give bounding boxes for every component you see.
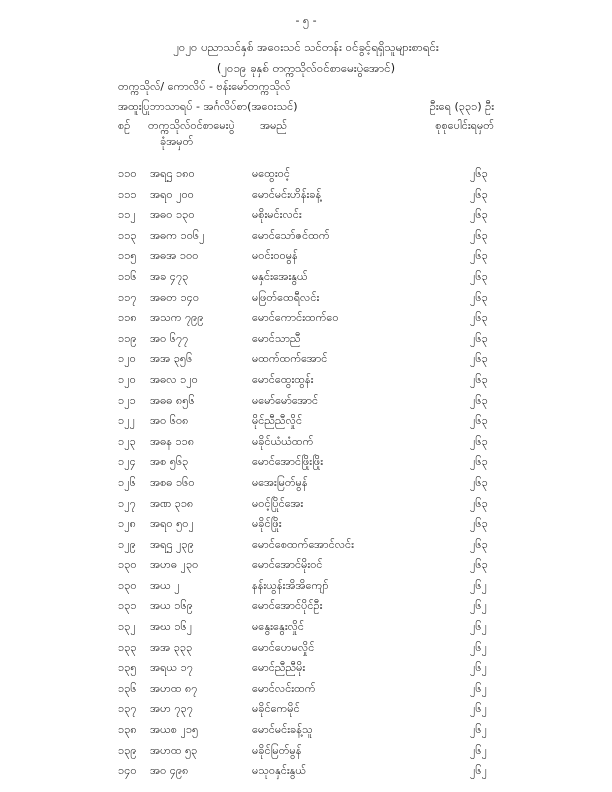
table-row bbox=[0, 332, 612, 353]
row-number: ၁၁၅ bbox=[118, 249, 137, 263]
table-row bbox=[0, 497, 612, 518]
row-number: ၁၁၃ bbox=[118, 228, 137, 242]
row-number: ၁၁၈ bbox=[118, 311, 137, 325]
total-marks: ၂၆၃ bbox=[470, 434, 488, 448]
total-marks: ၂၆၃ bbox=[470, 517, 488, 531]
candidate-name: မောင်အောင်ဖြိုးဖြိုး bbox=[252, 455, 323, 469]
candidate-name: မခိုင်ယံယံထက် bbox=[252, 434, 314, 448]
table-row bbox=[0, 517, 612, 538]
row-number: ၁၂၄ bbox=[118, 455, 136, 469]
candidate-count: ဦးရေ (၃၃၁) ဦး bbox=[429, 100, 494, 113]
roll-number: အဟထ ၈၇ bbox=[150, 681, 198, 695]
candidate-name: နန်းယွန်းအိအိကျော် bbox=[252, 578, 329, 592]
row-number: ၁၃၀ bbox=[118, 558, 137, 572]
department-line: အထူးပြုဘာသာရပ် - အင်္ဂလိပ်စာ(အဝေးသင်) bbox=[118, 100, 298, 113]
candidate-name: မဝင်း၀၀မွန် bbox=[252, 249, 298, 263]
candidate-name: မိုင်ညီညီလှိုင် bbox=[252, 414, 303, 428]
row-number: ၁၁၆ bbox=[118, 269, 137, 283]
row-number: ၁၃၃ bbox=[118, 640, 137, 654]
roll-number: အဓတ ၁၄၀ bbox=[150, 290, 200, 304]
table-row bbox=[0, 744, 612, 765]
row-number: ၁၁၀ bbox=[118, 167, 137, 180]
roll-number: အဝ ၆၀၈ bbox=[150, 414, 189, 428]
total-marks: ၂၆၃ bbox=[470, 558, 488, 572]
row-number: ၁၂၆ bbox=[118, 475, 136, 489]
total-marks: ၂၆၂ bbox=[470, 723, 487, 737]
roll-number: အဓဓ ၈၅၆ bbox=[150, 393, 195, 407]
roll-number: အဟ ၇၃၇ bbox=[150, 702, 193, 716]
candidate-name: မောင်ကောင်းထက်ဝေ bbox=[252, 311, 339, 325]
table-row bbox=[0, 394, 612, 415]
row-number: ၁၃၇ bbox=[118, 702, 137, 716]
table-row bbox=[0, 538, 612, 559]
total-marks: ၂၆၃ bbox=[470, 228, 488, 242]
candidate-name: မောင်စေထက်အောင်လင်း bbox=[252, 537, 354, 551]
candidate-name: မအေးမြတ်မွန် bbox=[252, 475, 308, 489]
total-marks: ၂၆၃ bbox=[470, 249, 488, 263]
roll-number: အဝ ၄၉၈ bbox=[150, 764, 189, 778]
row-number: ၁၃၈ bbox=[118, 723, 137, 737]
roll-number: အရဝ ၅၀၂ bbox=[150, 517, 194, 531]
row-number: ၁၁၇ bbox=[118, 290, 137, 304]
total-marks: ၂၆၃ bbox=[470, 455, 488, 469]
candidate-name: မောင်မင်းဟိန်းခန့် bbox=[252, 187, 322, 201]
document-subtitle: (၂၀၁၉ ခုနှစ် တက္ကသိုလ်ဝင်စာမေးပွဲအောင်) bbox=[216, 61, 396, 75]
total-marks: ၂၆၃ bbox=[470, 372, 488, 386]
row-number: ၁၁၂ bbox=[118, 208, 136, 222]
candidate-name: မောင်ထွေးထွန်း bbox=[252, 372, 314, 386]
table-row bbox=[0, 764, 612, 785]
row-number: ၁၂၇ bbox=[118, 496, 136, 510]
table-row bbox=[0, 723, 612, 744]
row-number: ၁၄၀ bbox=[118, 764, 137, 778]
row-number: ၁၃၉ bbox=[118, 743, 137, 757]
total-marks: ၂၆၂ bbox=[470, 702, 487, 716]
table-row bbox=[0, 682, 612, 703]
candidate-name: မခိုင်မြတ်မွန် bbox=[252, 743, 302, 757]
table-row bbox=[0, 373, 612, 394]
row-number: ၁၂၀ bbox=[118, 372, 136, 386]
table-row bbox=[0, 229, 612, 250]
candidate-name: မသုဝနှင်းနွယ် bbox=[252, 764, 307, 778]
row-number: ၁၂၉ bbox=[118, 537, 136, 551]
table-row bbox=[0, 579, 612, 600]
table-row bbox=[0, 188, 612, 209]
total-marks: ၂၆၃ bbox=[470, 414, 488, 428]
row-number: ၁၃၁ bbox=[118, 599, 137, 613]
table-row bbox=[0, 702, 612, 723]
results-list bbox=[0, 167, 612, 785]
candidate-name: မခိုင်ဖြိုး bbox=[252, 517, 282, 531]
column-header-roll: ခုံအမှတ် bbox=[160, 135, 194, 148]
total-marks: ၂၆၃ bbox=[470, 331, 488, 345]
column-header-no: စဉ် bbox=[118, 119, 131, 132]
candidate-name: မောင်လင်းထက် bbox=[252, 681, 316, 695]
total-marks: ၂၆၃ bbox=[470, 475, 488, 489]
total-marks: ၂၆၃ bbox=[470, 537, 488, 551]
total-marks: ၂၆၃ bbox=[470, 208, 488, 222]
university-line: တက္ကသိုလ်/ ကောလိပ် - ဗန်းမော်တက္ကသိုလ် bbox=[118, 80, 291, 93]
row-number: ၁၁၉ bbox=[118, 331, 137, 345]
candidate-name: မောင်အောင်မိုးဝင် bbox=[252, 558, 323, 572]
candidate-name: မထက်ထက်အောင် bbox=[252, 352, 328, 366]
roll-number: အရဌ ၂၃၉ bbox=[150, 537, 194, 551]
total-marks: ၂၆၂ bbox=[470, 599, 487, 613]
table-row bbox=[0, 167, 612, 188]
row-number: ၁၃၀ bbox=[118, 578, 137, 592]
row-number: ၁၃၅ bbox=[118, 661, 137, 675]
table-row bbox=[0, 620, 612, 641]
roll-number: အဓန ၁၁၈ bbox=[150, 434, 195, 448]
total-marks: ၂၆၃ bbox=[470, 496, 488, 510]
row-number: ၁၃၆ bbox=[118, 681, 137, 695]
candidate-name: မစိုးမင်းလင်း bbox=[252, 208, 302, 222]
roll-number: အဝ ၆၇၇ bbox=[150, 331, 189, 345]
roll-number: အစ ၅၆၃ bbox=[150, 455, 189, 469]
page-number: - ၅ - bbox=[295, 14, 317, 27]
column-header-name: အမည် bbox=[260, 119, 288, 132]
total-marks: ၂၆၂ bbox=[470, 681, 487, 695]
candidate-name: မထွေးဝင့် bbox=[252, 167, 290, 180]
table-row bbox=[0, 249, 612, 270]
total-marks: ၂၆၃ bbox=[470, 290, 488, 304]
total-marks: ၂၆၂ bbox=[470, 578, 487, 592]
total-marks: ၂၆၂ bbox=[470, 661, 487, 675]
candidate-name: မောင်အောင်ပိုင်ဦး bbox=[252, 599, 323, 613]
total-marks: ၂၆၃ bbox=[470, 393, 488, 407]
row-number: ၁၁၁ bbox=[118, 187, 137, 201]
roll-number: အဟထ ၅၃ bbox=[150, 743, 198, 757]
candidate-name: မနွေးနွေးလှိုင် bbox=[252, 620, 305, 634]
roll-number: အဓအ ၁၀၀ bbox=[150, 249, 199, 263]
candidate-name: မနှင်းအေးနွယ် bbox=[252, 269, 308, 283]
roll-number: အဓ၀ ၁၃၀ bbox=[150, 208, 195, 222]
roll-number: အယ ၂ bbox=[150, 578, 180, 592]
table-row bbox=[0, 455, 612, 476]
table-row bbox=[0, 641, 612, 662]
document-title: ၂၀၂၀ ပညာသင်နှစ် အဝေးသင် သင်တန်း ဝင်ခွင့်ရရှိသူများစာရင်း bbox=[173, 40, 439, 54]
column-header-exam: တက္ကသိုလ်ဝင်စာမေးပွဲ bbox=[148, 119, 235, 132]
roll-number: အဓက ၁၀၆၂ bbox=[150, 228, 205, 242]
candidate-name: မောင်သာညီ bbox=[252, 331, 301, 345]
total-marks: ၂၆၃ bbox=[470, 311, 488, 325]
total-marks: ၂၆၃ bbox=[470, 269, 488, 283]
candidate-name: မောင်မင်းခန့်သူ bbox=[252, 723, 313, 737]
table-row bbox=[0, 270, 612, 291]
roll-number: အရယ ၁၇ bbox=[150, 661, 193, 675]
candidate-name: မဖြတ်ထေရီလင်း bbox=[252, 290, 320, 304]
candidate-name: မမော်မော်အောင် bbox=[252, 393, 319, 407]
candidate-name: မောင်ဟေမလှိုင် bbox=[252, 640, 315, 654]
row-number: ၁၃၂ bbox=[118, 620, 136, 634]
roll-number: အအ ၃၃၃ bbox=[150, 640, 193, 654]
roll-number: အခ ၄၇၃ bbox=[150, 269, 189, 283]
column-header-marks: စုစုပေါင်းရမှတ် bbox=[435, 119, 494, 132]
candidate-name: မောင်ညီညီမိုး bbox=[252, 661, 306, 675]
table-row bbox=[0, 352, 612, 373]
total-marks: ၂၆၂ bbox=[470, 640, 487, 654]
table-row bbox=[0, 414, 612, 435]
total-marks: ၂၆၂ bbox=[470, 743, 487, 757]
roll-number: အယစ ၂၁၅ bbox=[150, 723, 199, 737]
total-marks: ၂၆၂ bbox=[470, 620, 487, 634]
roll-number: အသက ၇၉၉ bbox=[150, 311, 204, 325]
total-marks: ၂၆၃ bbox=[470, 352, 488, 366]
roll-number: အယ ၁၆၉ bbox=[150, 599, 193, 613]
candidate-name: မဝင့်ပြိုင်အေး bbox=[252, 496, 304, 510]
row-number: ၁၂၈ bbox=[118, 517, 136, 531]
table-row bbox=[0, 599, 612, 620]
roll-number: အစဓ ၁၆၀ bbox=[150, 475, 195, 489]
table-row bbox=[0, 476, 612, 497]
total-marks: ၂၆၂ bbox=[470, 764, 487, 778]
table-row bbox=[0, 208, 612, 229]
roll-number: အဟဓ ၂၃၀ bbox=[150, 558, 199, 572]
row-number: ၁၂၃ bbox=[118, 434, 136, 448]
row-number: ၁၂၀ bbox=[118, 352, 136, 366]
roll-number: အဏ ၃၁၈ bbox=[150, 496, 194, 510]
total-marks: ၂၆၃ bbox=[470, 167, 488, 180]
row-number: ၁၂၂ bbox=[118, 414, 135, 428]
row-number: ၁၂၁ bbox=[118, 393, 136, 407]
roll-number: အရဝ ၂၀၀ bbox=[150, 187, 194, 201]
roll-number: အအ ၃၅၆ bbox=[150, 352, 193, 366]
table-row bbox=[0, 558, 612, 579]
table-row bbox=[0, 661, 612, 682]
candidate-name: မောင်သော်ဇင်ထက် bbox=[252, 228, 330, 242]
total-marks: ၂၆၃ bbox=[470, 187, 488, 201]
table-row bbox=[0, 291, 612, 312]
roll-number: အရဌ ၁၈၀ bbox=[150, 167, 195, 180]
roll-number: အဓလ ၁၂၀ bbox=[150, 372, 198, 386]
table-row bbox=[0, 311, 612, 332]
roll-number: အဃ ၁၆၂ bbox=[150, 620, 193, 634]
table-row bbox=[0, 435, 612, 456]
candidate-name: မခိုင်ကေမိုင် bbox=[252, 702, 300, 716]
